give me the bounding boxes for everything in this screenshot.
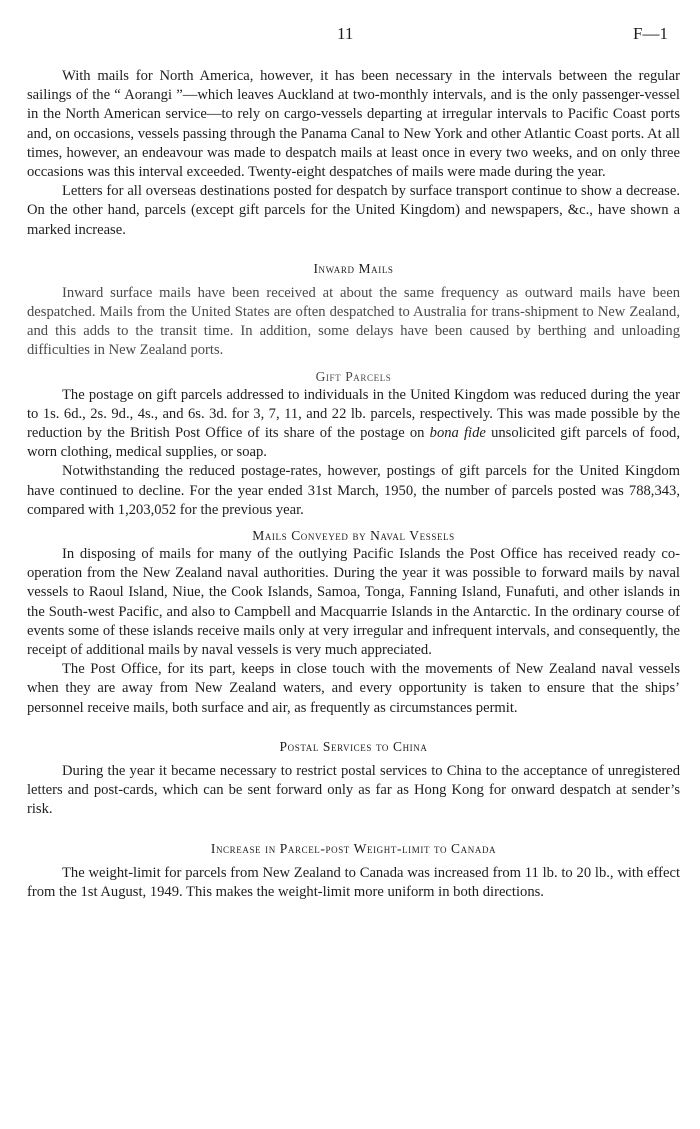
section-heading-naval-vessels: Mails Conveyed by Naval Vessels: [252, 528, 455, 544]
page-header: [0, 24, 700, 48]
paragraph-north-america-mails: With mails for North America, however, it has been necessary in the intervals between the regular sailings of the “ Aorangi ”—which leaves Auckland at two-monthly intervals, and is the only passenger-vessel in the North American service—to rely on cargo-vessels departing at irregular intervals to Pacific Coast ports and, on occasions, vessels passing through the Panama Canal to New York and other Atlantic Coast ports. At all times, however, an endeavour was made to despatch mails at least once in every two weeks, and on only three occasions was this interval exceeded. Twenty-eight despatches of mails were made during the year.: [27, 68, 680, 181]
page-reference: F—1: [633, 24, 668, 43]
paragraph-naval-vessels: In disposing of mails for many of the outlying Pacific Islands the Post Office has received ready co-operation from the New Zealand naval authorities. During the year it was possible to forward mails by naval vessels to Raoul Island, Niue, the Cook Islands, Samoa, Tonga, Fanning Island, Funafuti, and other islands in the South-west Pacific, and also to Campbell and Macquarrie Islands in the Antarctic. In the ordinary course of events some of these islands receive mails only at very irregular and infrequent intervals, and consequently, the receipt of additional mails by naval vessels is very much appreciated.: [27, 546, 680, 659]
page-number: 11: [337, 24, 354, 43]
gift-parcels-text-2: unsolicited gift parcels of food, worn clothing, medical supplies, or soap.: [27, 425, 680, 461]
paragraph-china: During the year it became necessary to restrict postal services to China to the acceptance of unregistered letters and post-cards, which can be sent forward only as far as Hong Kong for onward despatch at sender’s risk.: [27, 762, 680, 818]
paragraph-gift-parcels-postage: [27, 386, 680, 463]
section-heading-inward-mails: Inward Mails: [313, 260, 394, 276]
gift-parcels-italic: bona fide: [429, 425, 486, 442]
section-heading-china: Postal Services to China: [279, 738, 428, 754]
section-heading-gift-parcels: Gift Parcels: [315, 368, 392, 384]
gift-parcels-text-1: The postage on gift parcels addressed to individuals in the United Kingdom was reduced during the year to 1s. 6d., 2s. 9d., 4s., and 6s. 3d. for 3, 7, 11, and 22 lb. parcels, respectively. This was made possible by the reduction by the British Post Office of its share of the postage on: [27, 386, 680, 442]
section-heading-canada: Increase in Parcel-post Weight-limit to Canada: [210, 840, 497, 856]
paragraph-inward-mails: Inward surface mails have been received at about the same frequency as outward mails have been despatched. Mails from the United States are often despatched to Australia for trans-shipment to New Zealand, and this adds to the transit time. In addition, some delays have been caused by berthing and unloading difficulties in New Zealand ports.: [27, 284, 680, 359]
body-text: [27, 67, 680, 902]
paragraph-overseas-letters: Letters for all overseas destinations posted for despatch by surface transport continue to show a decrease. On the other hand, parcels (except gift parcels for the United Kingdom) and newspapers, &c., have shown a marked increase.: [27, 183, 680, 238]
paragraph-canada: The weight-limit for parcels from New Zealand to Canada was increased from 11 lb. to 20 lb., with effect from the 1st August, 1949. This makes the weight-limit more uniform in both directions.: [27, 864, 680, 900]
paragraph-gift-parcels-decline: Notwithstanding the reduced postage-rates, however, postings of gift parcels for the United Kingdom have continued to decline. For the year ended 31st March, 1950, the number of parcels posted was 788,343, compared with 1,203,052 for the previous year.: [27, 463, 680, 518]
paragraph-naval-movements: The Post Office, for its part, keeps in close touch with the movements of New Zealand naval vessels when they are away from New Zealand waters, and every opportunity is taken to ensure that the ships’ personnel receive mails, both surface and air, as frequently as circumstances permit.: [27, 661, 680, 716]
